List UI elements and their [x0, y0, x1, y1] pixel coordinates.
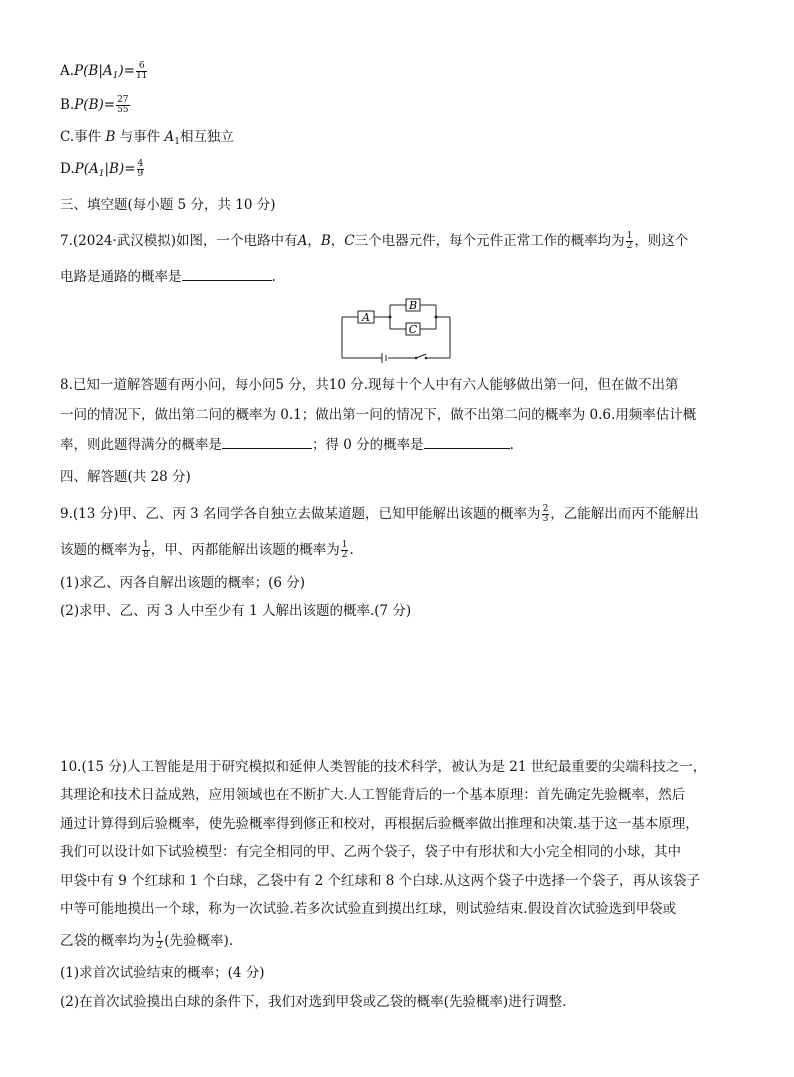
question-10-part-1: (1)求首次试验结束的概率；(4 分)	[60, 965, 265, 981]
question-10-line-1: 10.(15 分)人工智能是用于研究模拟和延伸人类智能的技术科学，被认为是 21 世纪最重要的尖端科技之一，	[60, 759, 707, 775]
circuit-diagram	[336, 292, 456, 364]
question-9-line-2: 该题的概率为 $\frac{1}{8}$ ，甲、丙都能解出该题的概率为 $\frac{1}{2}$ .	[60, 540, 354, 560]
fraction: $\frac{1}{2}$	[156, 931, 163, 951]
answer-blank[interactable]	[182, 268, 272, 281]
junction-node	[389, 316, 392, 319]
question-7-line-1: 7.(2024·武汉模拟)如图，一个电路中有A，B，C三个电器元件，每个元件正常工作的概率均为 $\frac{1}{2}$ ，则这个	[60, 231, 689, 251]
section-heading-fill-in: 三、填空题(每小题 5 分，共 10 分)	[60, 197, 276, 213]
question-8-line-2: 一问的情况下，做出第二问的概率为 0.1；做出第一问的情况下，做不出第二问的概率为 0.6.用频率估计概	[60, 407, 697, 423]
answer-blank-zero-score[interactable]	[424, 436, 510, 449]
option-b: B.P(B)= $\frac{27}{55}$	[60, 95, 129, 115]
fraction: $\frac{6}{11}$	[135, 61, 148, 81]
fraction: $\frac{1}{8}$	[143, 540, 149, 560]
question-9-line-1: 9.(13 分)甲、乙、丙 3 名同学各自独立去做某道题，已知甲能解出该题的概率为 $\frac{2}{3}$ ，乙能解出而丙不能解出	[60, 504, 699, 524]
question-8-line-3: 率，则此题得满分的概率是 ；得 0 分的概率是 .	[60, 437, 514, 453]
option-c: C.事件 B 与事件 $A_1$相互独立	[60, 129, 234, 147]
component-b-label: B	[408, 299, 418, 312]
question-7-line-2: 电路是通路的概率是 .	[60, 269, 276, 285]
option-d: $D.P(A_1|B)=$ $\frac{4}{9}$	[60, 159, 144, 179]
fraction: $\frac{2}{3}$	[542, 504, 549, 524]
question-9-part-2: (2)求甲、乙、丙 3 人中至少有 1 人解出该题的概率.(7 分)	[60, 603, 412, 619]
question-10-line-2: 其理论和技术日益成熟，应用领域也在不断扩大.人工智能背后的一个基本原理：首先确定先验概率，然后	[60, 787, 686, 803]
component-a-label: A	[362, 311, 370, 324]
question-8-line-1: 8.已知一道解答题有两小问，每小问5 分，共10 分.现每十个人中有六人能够做出第一问，但在做不出第	[60, 377, 679, 393]
fraction: $\frac{27}{55}$	[117, 95, 129, 115]
section-heading-solutions: 四、解答题(共 28 分)	[60, 469, 191, 485]
switch-contact	[415, 357, 418, 360]
question-10-line-6: 中等可能地摸出一个球，称为一次试验.若多次试验直到摸出红球，则试验结束.假设首次试验选到甲袋或	[60, 901, 677, 917]
switch-contact	[425, 357, 428, 360]
fraction: $\frac{4}{9}$	[137, 159, 144, 179]
question-10-line-4: 我们可以设计如下试验模型：有完全相同的甲、乙两个袋子，袋子中有形状和大小完全相同的小球，其中	[60, 844, 681, 860]
question-10-line-5: 甲袋中有 9 个红球和 1 个白球，乙袋中有 2 个红球和 8 个白球.从这两个袋子中选择一个袋子，再从该袋子	[60, 873, 700, 889]
question-10-line-3: 通过计算得到后验概率，使先验概率得到修正和校对，再根据后验概率做出推理和决策.基于这一基本原理，	[60, 816, 699, 832]
answer-blank-full-score[interactable]	[222, 436, 312, 449]
component-c-label: C	[408, 323, 418, 336]
option-a: $A.P(B|A_1)=$ $\frac{6}{11}$	[60, 61, 148, 81]
question-10-line-7: 乙袋的概率均为 $\frac{1}{2}$ (先验概率).	[60, 931, 234, 951]
fraction: $\frac{1}{2}$	[626, 231, 633, 251]
junction-node	[435, 316, 438, 319]
question-10-part-2: (2)在首次试验摸出白球的条件下，我们对选到甲袋或乙袋的概率(先验概率)进行调整.	[60, 994, 567, 1010]
question-9-part-1: (1)求乙、丙各自解出该题的概率；(6 分)	[60, 575, 306, 591]
fraction: $\frac{1}{2}$	[341, 540, 348, 560]
